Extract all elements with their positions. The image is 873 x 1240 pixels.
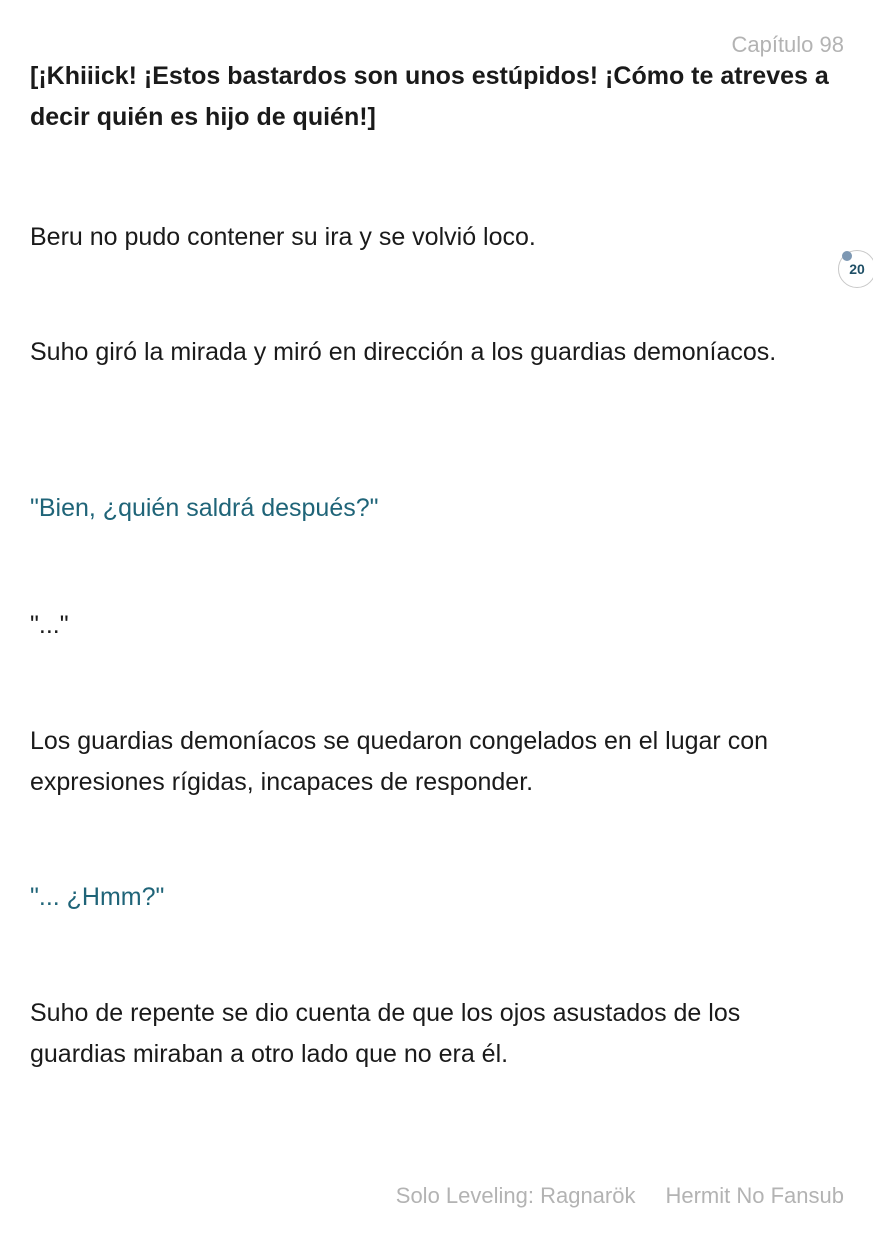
paragraph-beru-angry: Beru no pudo contener su ira y se volvió loco. [30, 223, 536, 251]
paragraph-suho-look: Suho giró la mirada y miró en dirección a los guardias demoníacos. [30, 338, 777, 366]
footer [396, 1183, 844, 1209]
paragraph-beru-shout: [¡Khiiick! ¡Estos bastardos son unos estúpidos! ¡Cómo te atreves a decir quién es hijo de quién!] [30, 62, 829, 131]
translator-credit: Hermit No Fansub [665, 1183, 844, 1208]
paragraph-guards-frozen: Los guardias demoníacos se quedaron congelados en el lugar con expresiones rígidas, incapaces de responder. [30, 727, 769, 796]
chapter-label: Capítulo 98 [731, 32, 844, 57]
comment-count: 20 [849, 261, 865, 277]
dialogue-who-next: "Bien, ¿quién saldrá después?" [30, 494, 379, 522]
novel-title: Solo Leveling: Ragnarök [395, 1183, 636, 1208]
comment-count-badge[interactable] [838, 250, 873, 288]
dialogue-silence: "..." [30, 611, 69, 639]
dialogue-hmm: "... ¿Hmm?" [30, 883, 165, 911]
comment-count-icon [842, 251, 852, 261]
paragraph-suho-notice: Suho de repente se dio cuenta de que los ojos asustados de los guardias miraban a otro lado que no era él. [30, 999, 741, 1068]
